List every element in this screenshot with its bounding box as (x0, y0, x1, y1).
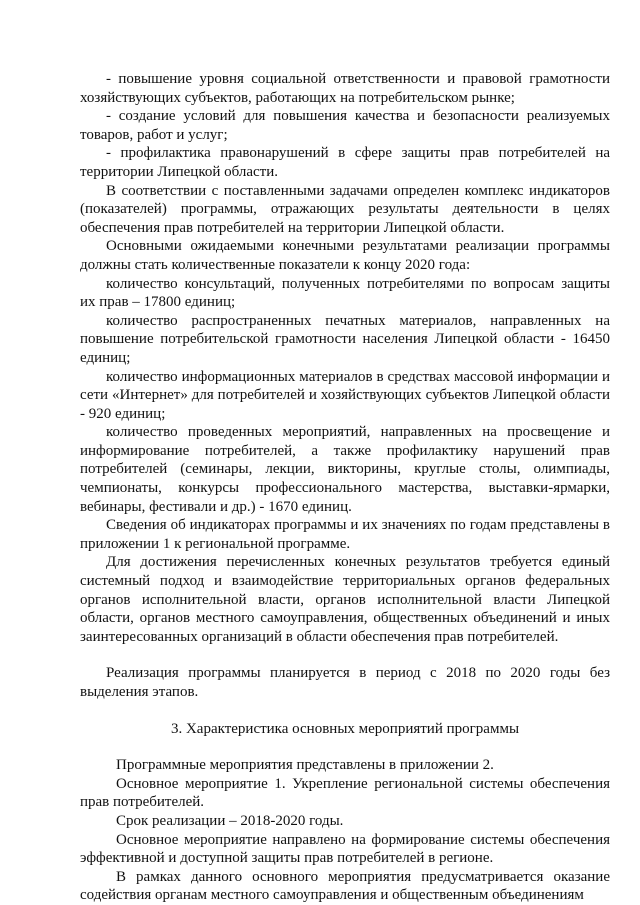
paragraph: количество проведенных мероприятий, направленных на просвещение и информирование потребителей, а также профилактику нарушений прав потребителей (семинары, лекции, викторины, круглые столы, олимпиады, чемпионаты, конкурсы профессионального мастерства, выставки-ярмарки, вебинары, фестивали и др.) - 1670 единиц. (80, 424, 610, 515)
paragraph: Срок реализации – 2018-2020 годы. (116, 812, 344, 829)
paragraph: Основное мероприятие направлено на формирование системы обеспечения эффективной и доступной защиты прав потребителей в регионе. (80, 831, 610, 867)
paragraph-period: Реализация программы планируется в период с 2018 по 2020 годы без выделения этапов. (80, 665, 610, 700)
paragraph: Для достижения перечисленных конечных результатов требуется единый системный подход и взаимодействие территориальных органов федеральных органов исполнительной власти, органов исполнительной власти Липецкой области, органов местного самоуправления, общественных объединений и иных заинтересованных организаций в области обеспечения прав потребителей. (80, 554, 610, 645)
paragraph: количество консультаций, полученных потребителями по вопросам защиты их прав – 17800 единиц; (80, 275, 610, 311)
paragraph: В рамках данного основного мероприятия предусматривается оказание содействия органам местного самоуправления и общественным объединениям (80, 868, 610, 904)
paragraph: - повышение уровня социальной ответственности и правовой грамотности хозяйствующих субъектов, работающих на потребительском рынке; (80, 71, 610, 106)
section-heading: 3. Характеристика основных мероприятий программы (170, 720, 520, 737)
paragraph: - создание условий для повышения качества и безопасности реализуемых товаров, работ и услуг; (80, 108, 610, 143)
paragraph: Основное мероприятие 1. Укрепление региональной системы обеспечения прав потребителей. (80, 775, 610, 811)
paragraph: Сведения об индикаторах программы и их значениях по годам представлены в приложении 1 к региональной программе. (80, 517, 610, 552)
paragraph: количество распространенных печатных материалов, направленных на повышение потребительской грамотности населения Липецкой области - 16450 единиц; (80, 312, 610, 366)
paragraph: Основными ожидаемыми конечными результатами реализации программы должны стать количественные показатели к концу 2020 года: (80, 238, 610, 273)
paragraph: В соответствии с поставленными задачами определен комплекс индикаторов (показателей) программы, отражающих результаты деятельности в целях обеспечения прав потребителей на территории Липецкой области. (80, 182, 610, 236)
paragraph: Программные мероприятия представлены в приложении 2. (116, 757, 494, 774)
paragraph: количество информационных материалов в средствах массовой информации и сети «Интернет» для потребителей и хозяйствующих субъектов Липецкой области - 920 единиц; (80, 368, 610, 422)
paragraph: - профилактика правонарушений в сфере защиты прав потребителей на территории Липецкой области. (80, 145, 610, 180)
